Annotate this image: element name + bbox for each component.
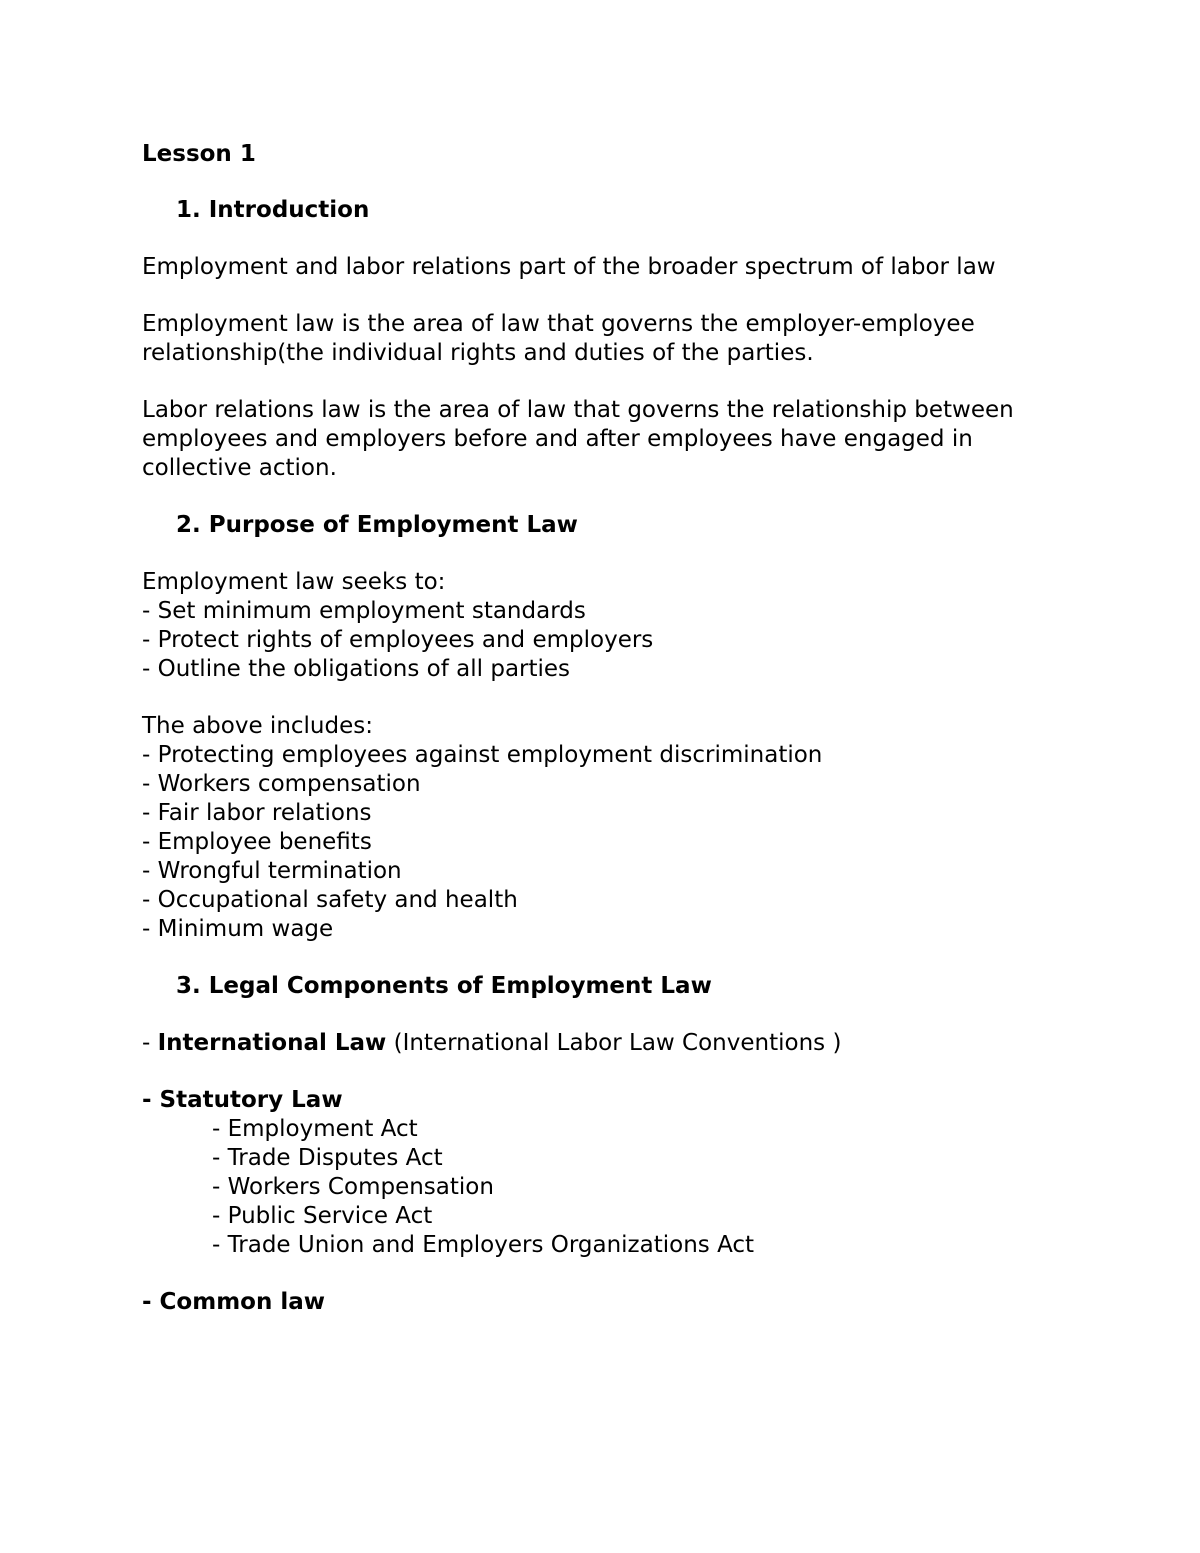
intro-paragraph-1: Employment and labor relations part of the broader spectrum of labor law <box>142 254 996 280</box>
purpose-includes-intro: The above includes: <box>142 713 373 739</box>
component-common-law-heading: - Common law <box>142 1289 326 1315</box>
list-item: - Employment Act <box>212 1116 418 1142</box>
list-item: - Wrongful termination <box>142 858 402 884</box>
intro-paragraph-3-line: employees and employers before and after employees have engaged in <box>142 426 973 452</box>
component-international-law-note: (International Labor Law Conventions ) <box>386 1030 842 1056</box>
list-item: - Workers Compensation <box>212 1174 494 1200</box>
intro-paragraph-2 <box>142 310 1102 368</box>
intro-paragraph-3 <box>142 396 1102 483</box>
list-item: - Fair labor relations <box>142 800 372 826</box>
list-item: - Employee benefits <box>142 829 372 855</box>
intro-paragraph-2-line: Employment law is the area of law that governs the employer-employee <box>142 311 975 337</box>
list-item: - Protecting employees against employment discrimination <box>142 742 823 768</box>
intro-paragraph-3-line: collective action. <box>142 455 337 481</box>
section-heading-purpose: 2. Purpose of Employment Law <box>176 512 578 538</box>
component-international-law <box>142 1029 1102 1058</box>
list-item: - Public Service Act <box>212 1203 433 1229</box>
list-item: - Trade Disputes Act <box>212 1145 443 1171</box>
section-heading-components: 3. Legal Components of Employment Law <box>176 973 712 999</box>
list-item: - Minimum wage <box>142 916 334 942</box>
intro-paragraph-3-line: Labor relations law is the area of law that governs the relationship between <box>142 397 1014 423</box>
list-item: - Trade Union and Employers Organizations Act <box>212 1232 755 1258</box>
list-item: - Protect rights of employees and employers <box>142 627 654 653</box>
list-item: - Occupational safety and health <box>142 887 518 913</box>
list-item: - Workers compensation <box>142 771 421 797</box>
list-item: - Outline the obligations of all parties <box>142 656 571 682</box>
component-dash: - <box>142 1030 158 1056</box>
list-item: - Set minimum employment standards <box>142 598 586 624</box>
section-heading-introduction: 1. Introduction <box>176 197 370 223</box>
lesson-title: Lesson 1 <box>142 141 256 167</box>
component-statutory-law-heading: - Statutory Law <box>142 1087 343 1113</box>
component-international-law-title: International Law <box>157 1030 387 1056</box>
document-page <box>142 140 1102 1317</box>
purpose-seeks-intro: Employment law seeks to: <box>142 569 446 595</box>
intro-paragraph-2-line: relationship(the individual rights and duties of the parties. <box>142 340 814 366</box>
